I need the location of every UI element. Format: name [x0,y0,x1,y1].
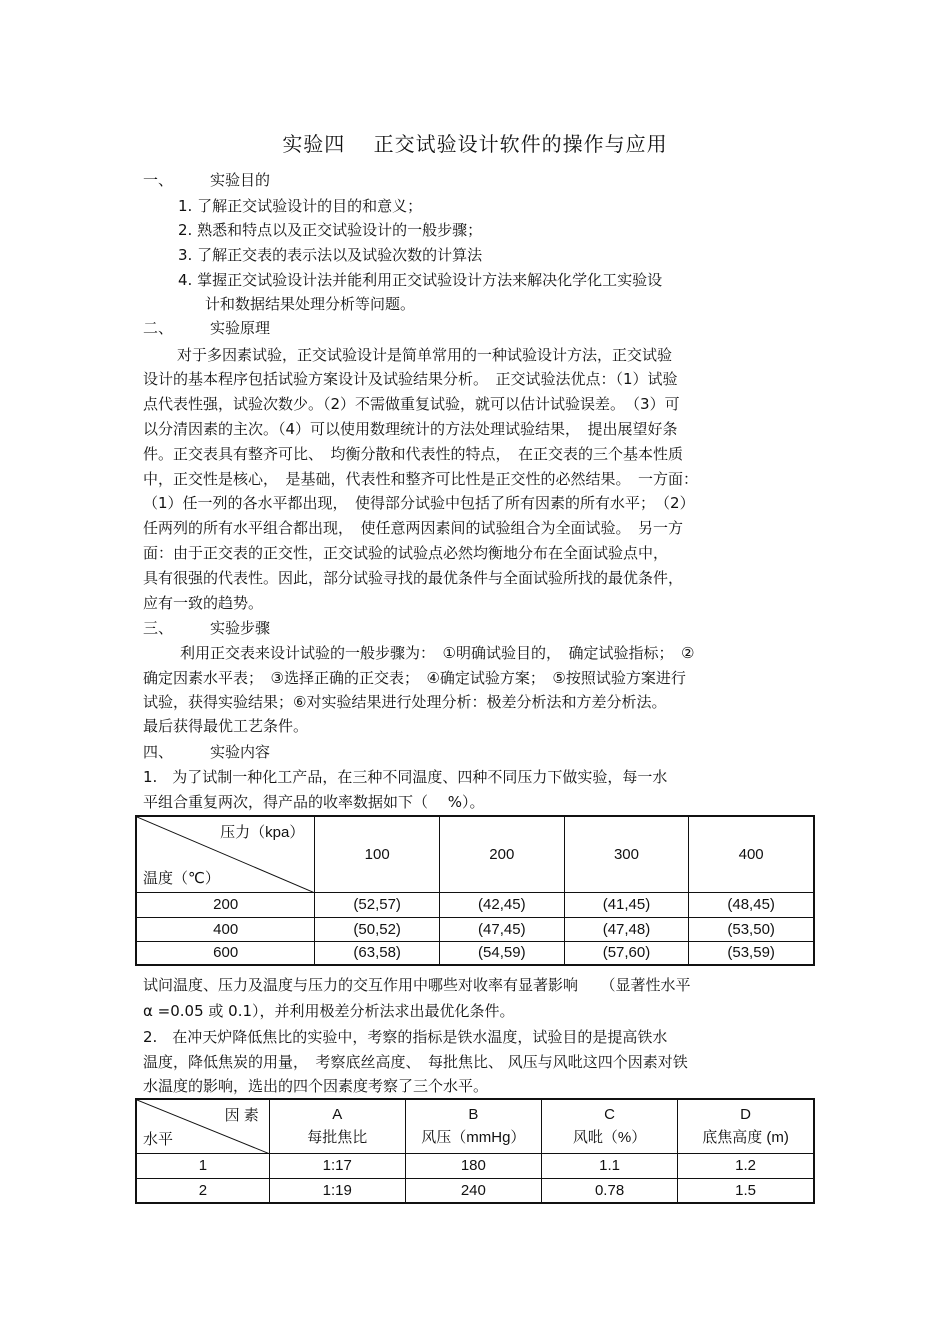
corner-bottom-label: 水平 [143,1130,174,1148]
factor-name: 风压（mmHg） [421,1129,526,1147]
column-header [405,1099,541,1153]
column-header: 200 [439,816,564,892]
table-row [136,917,814,941]
row-label: 200 [136,892,315,917]
row-label: 400 [136,917,315,941]
table-cell: 1.5 [678,1178,814,1203]
steps-line: 最后获得最优工艺条件。 [143,717,309,735]
principle-line: 应有一致的趋势。 [143,594,264,612]
row-label: 600 [136,941,315,965]
table-cell: 240 [405,1178,541,1203]
column-header [542,1099,678,1153]
question-1-line: α =0.05 或 0.1），并利用极差分析法求出最优化条件。 [143,1002,515,1020]
section-2-number: 二、 [143,319,174,337]
section-1-title: 实验目的 [210,171,271,189]
table-cell: 1.2 [678,1153,814,1178]
column-header [269,1099,405,1153]
factor-name: 每批焦比 [307,1129,368,1147]
table-row [136,1153,814,1178]
table-cell: 1:19 [269,1178,405,1203]
table-row [136,1178,814,1203]
table-cell: (48,45) [689,892,814,917]
table-cell: (47,45) [439,917,564,941]
table-cell: 1.1 [542,1153,678,1178]
table-cell: 0.78 [542,1178,678,1203]
column-header: 100 [315,816,440,892]
table-cell: (54,59) [439,941,564,965]
table-row [136,941,814,965]
table-cell: (53,50) [689,917,814,941]
column-header [678,1099,814,1153]
principle-line: 面：由于正交表的正交性，正交试验的试验点必然均衡地分布在全面试验点中， [143,544,669,562]
purpose-item: 1. 了解正交试验设计的目的和意义； [178,197,423,215]
principle-line: 具有很强的代表性。因此，部分试验寻找的最优条件与全面试验所找的最优条件， [143,569,684,587]
table-cell: (42,45) [439,892,564,917]
factor-name: 底焦高度 (m) [702,1129,789,1147]
page-title: 实验四 正交试验设计软件的操作与应用 [282,132,668,156]
problem-2-line: 2. 在冲天炉降低焦比的实验中，考察的指标是铁水温度，试验目的是提高铁水 [143,1028,668,1046]
yield-table [135,815,815,966]
table-row [136,892,814,917]
principle-line: 以分清因素的主次。（4）可以使用数理统计的方法处理试验结果， 提出展望好条 [143,420,678,438]
section-3-number: 三、 [143,619,174,637]
question-1-line: 试问温度、压力及温度与压力的交互作用中哪些对收率有显著影响 （显著性水平 [143,976,691,994]
corner-top-label: 因 素 [224,1107,259,1124]
table-cell: 1:17 [269,1153,405,1178]
purpose-item: 3. 了解正交表的表示法以及试验次数的计算法 [178,246,483,264]
section-4-title: 实验内容 [210,743,271,761]
row-label: 1 [136,1153,269,1178]
principle-line: 中，正交性是核心， 是基础，代表性和整齐可比性是正交性的必然结果。 一方面： [143,470,699,488]
section-2-title: 实验原理 [210,319,271,337]
section-4-number: 四、 [143,743,174,761]
factor-level-table [135,1098,815,1204]
principle-line: 件。正交表具有整齐可比、 均衡分散和代表性的特点， 在正交表的三个基本性质 [143,445,684,463]
problem-2-line: 水温度的影响，选出的四个因素度考察了三个水平。 [143,1077,489,1095]
column-header: 400 [689,816,814,892]
table-cell: (57,60) [564,941,689,965]
table-cell: (41,45) [564,892,689,917]
purpose-item: 4. 掌握正交试验设计法并能利用正交试验设计方法来解决化学化工实验设 [178,271,663,289]
table-cell: (53,59) [689,941,814,965]
section-1-number: 一、 [143,171,174,189]
purpose-item-continued: 计和数据结果处理分析等问题。 [205,295,416,313]
steps-line: 确定因素水平表； ③选择正确的正交表； ④确定试验方案； ⑤按照试验方案进行 [143,669,686,687]
table-1-corner-cell [136,816,315,892]
table-cell: (52,57) [315,892,440,917]
steps-line: 利用正交表来设计试验的一般步骤为： ①明确试验目的， 确定试验指标； ② [180,644,695,662]
table-cell: (50,52) [315,917,440,941]
purpose-item: 2. 熟悉和特点以及正交试验设计的一般步骤； [178,221,483,239]
problem-1-line: 平组合重复两次，得产品的收率数据如下（ %）。 [143,793,485,811]
factor-letter: C [604,1106,615,1124]
factor-letter: D [740,1106,751,1124]
factor-name: 风吡（%） [572,1129,647,1147]
principle-line: 任两列的所有水平组合都出现， 使任意两因素间的试验组合为全面试验。 另一方 [143,519,684,537]
principle-line: 设计的基本程序包括试验方案设计及试验结果分析。 正交试验法优点：（1）试验 [143,370,678,388]
table-cell: (63,58) [315,941,440,965]
factor-letter: A [332,1106,343,1124]
corner-bottom-label: 温度（℃） [143,869,220,887]
principle-line: 对于多因素试验，正交试验设计是简单常用的一种试验设计方法，正交试验 [177,346,673,364]
row-label: 2 [136,1178,269,1203]
table-cell: 180 [405,1153,541,1178]
steps-line: 试验，获得实验结果；⑥对实验结果进行处理分析：极差分析法和方差分析法。 [143,693,667,711]
principle-line: 点代表性强，试验次数少。（2）不需做重复试验，就可以估计试验误差。 （3）可 [143,395,680,413]
column-header: 300 [564,816,689,892]
table-cell: (47,48) [564,917,689,941]
section-3-title: 实验步骤 [210,619,271,637]
problem-1-line: 1. 为了试制一种化工产品，在三种不同温度、四种不同压力下做实验，每一水 [143,768,668,786]
principle-line: （1）任一列的各水平都出现， 使得部分试验中包括了所有因素的所有水平； （2） [143,494,695,512]
table-2-corner-cell [136,1099,269,1153]
problem-2-line: 温度，降低焦炭的用量， 考察底丝高度、 每批焦比、 风压与风吡这四个因素对铁 [143,1053,688,1071]
factor-letter: B [468,1106,479,1124]
corner-top-label: 压力（kpa） [220,824,305,841]
